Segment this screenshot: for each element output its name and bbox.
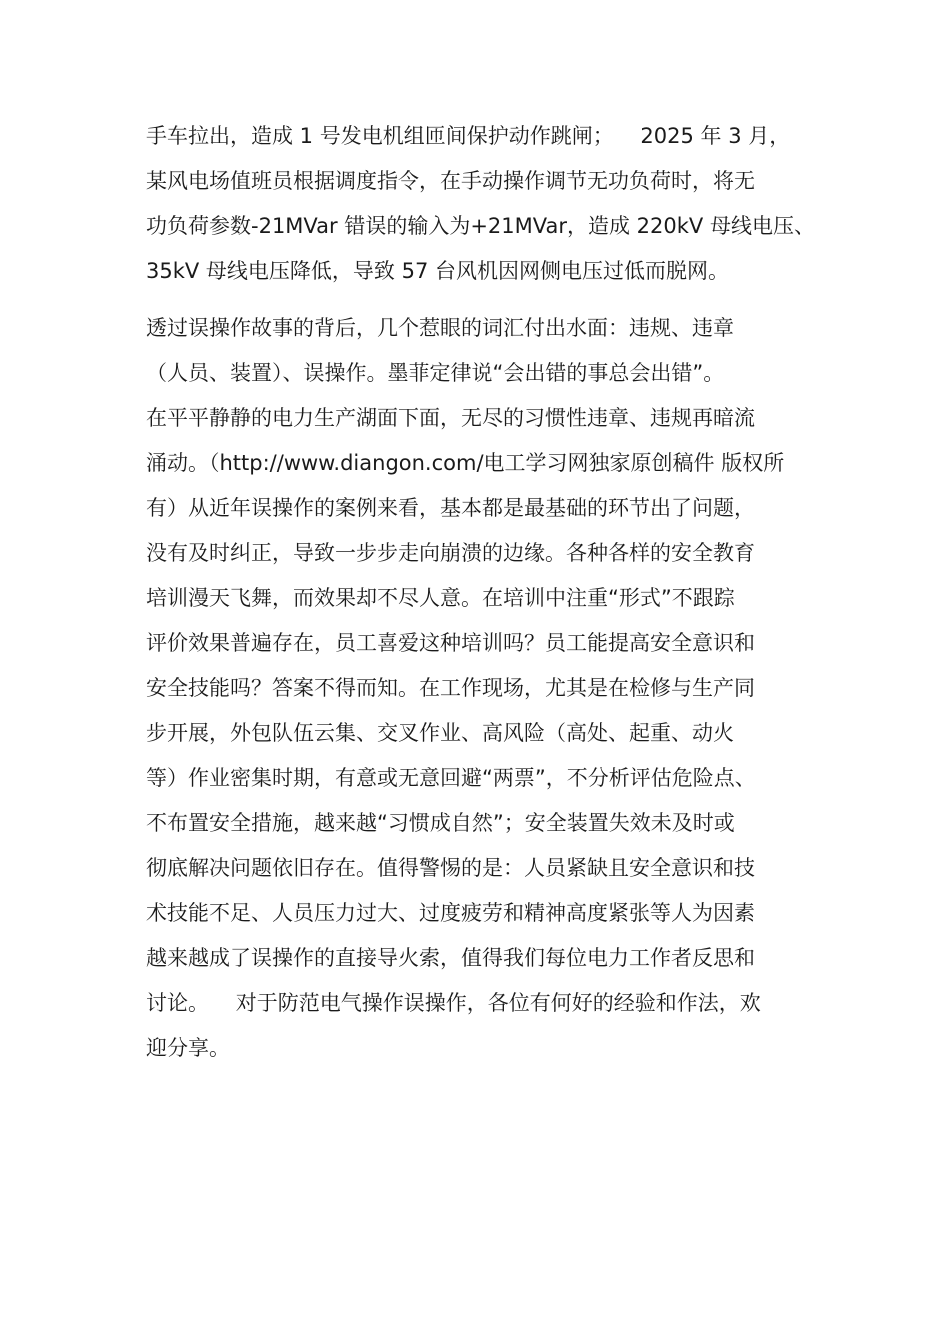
paragraph-line: 越来越成了误操作的直接导火索，值得我们每位电力工作者反思和 [146,946,755,970]
paragraph-line: 功负荷参数-21MVar 错误的输入为+21MVar，造成 220kV 母线电压、 [146,214,815,238]
paragraph-line: 35kV 母线电压降低，导致 57 台风机因网侧电压过低而脱网。 [146,259,729,283]
paragraph-line: 彻底解决问题依旧存在。值得警惕的是：人员紧缺且安全意识和技 [146,856,755,880]
paragraph-line: 等）作业密集时期，有意或无意回避“两票”，不分析评估危险点、 [146,766,756,790]
paragraph-line: 迎分享。 [146,1036,230,1060]
paragraph-line: 不布置安全措施，越来越“习惯成自然”；安全装置失效未及时或 [146,811,735,835]
paragraph-line: 透过误操作故事的背后，几个惹眼的词汇付出水面：违规、违章 [146,316,734,340]
paragraph-line: 评价效果普遍存在，员工喜爱这种培训吗？员工能提高安全意识和 [146,631,755,655]
paragraph-line: 在平平静静的电力生产湖面下面，无尽的习惯性违章、违规再暗流 [146,406,755,430]
paragraph-line: 术技能不足、人员压力过大、过度疲劳和精神高度紧张等人为因素 [146,901,755,925]
paragraph-line: 安全技能吗？答案不得而知。在工作现场，尤其是在检修与生产同 [146,676,755,700]
paragraph-incident-report [146,114,826,294]
paragraph-line: 涌动。（http://www.diangon.com/电工学习网独家原创稿件 版权所 [146,451,785,475]
paragraph-line: 某风电场值班员根据调度指令，在手动操作调节无功负荷时，将无 [146,169,755,193]
paragraph-line: 培训漫天飞舞，而效果却不尽人意。在培训中注重“形式”不跟踪 [146,586,735,610]
paragraph-line: 讨论。 对于防范电气操作误操作，各位有何好的经验和作法，欢 [146,991,761,1015]
paragraph-line: 步开展，外包队伍云集、交叉作业、高风险（高处、起重、动火 [146,721,734,745]
paragraph-analysis [146,306,826,1071]
paragraph-line: （人员、装置）、误操作。墨菲定律说“会出错的事总会出错”。 [146,361,725,385]
paragraph-line: 手车拉出，造成 1 号发电机组匝间保护动作跳闸； 2025 年 3 月， [146,124,791,148]
paragraph-line: 没有及时纠正，导致一步步走向崩溃的边缘。各种各样的安全教育 [146,541,755,565]
paragraph-line: 有）从近年误操作的案例来看，基本都是最基础的环节出了问题， [146,496,755,520]
